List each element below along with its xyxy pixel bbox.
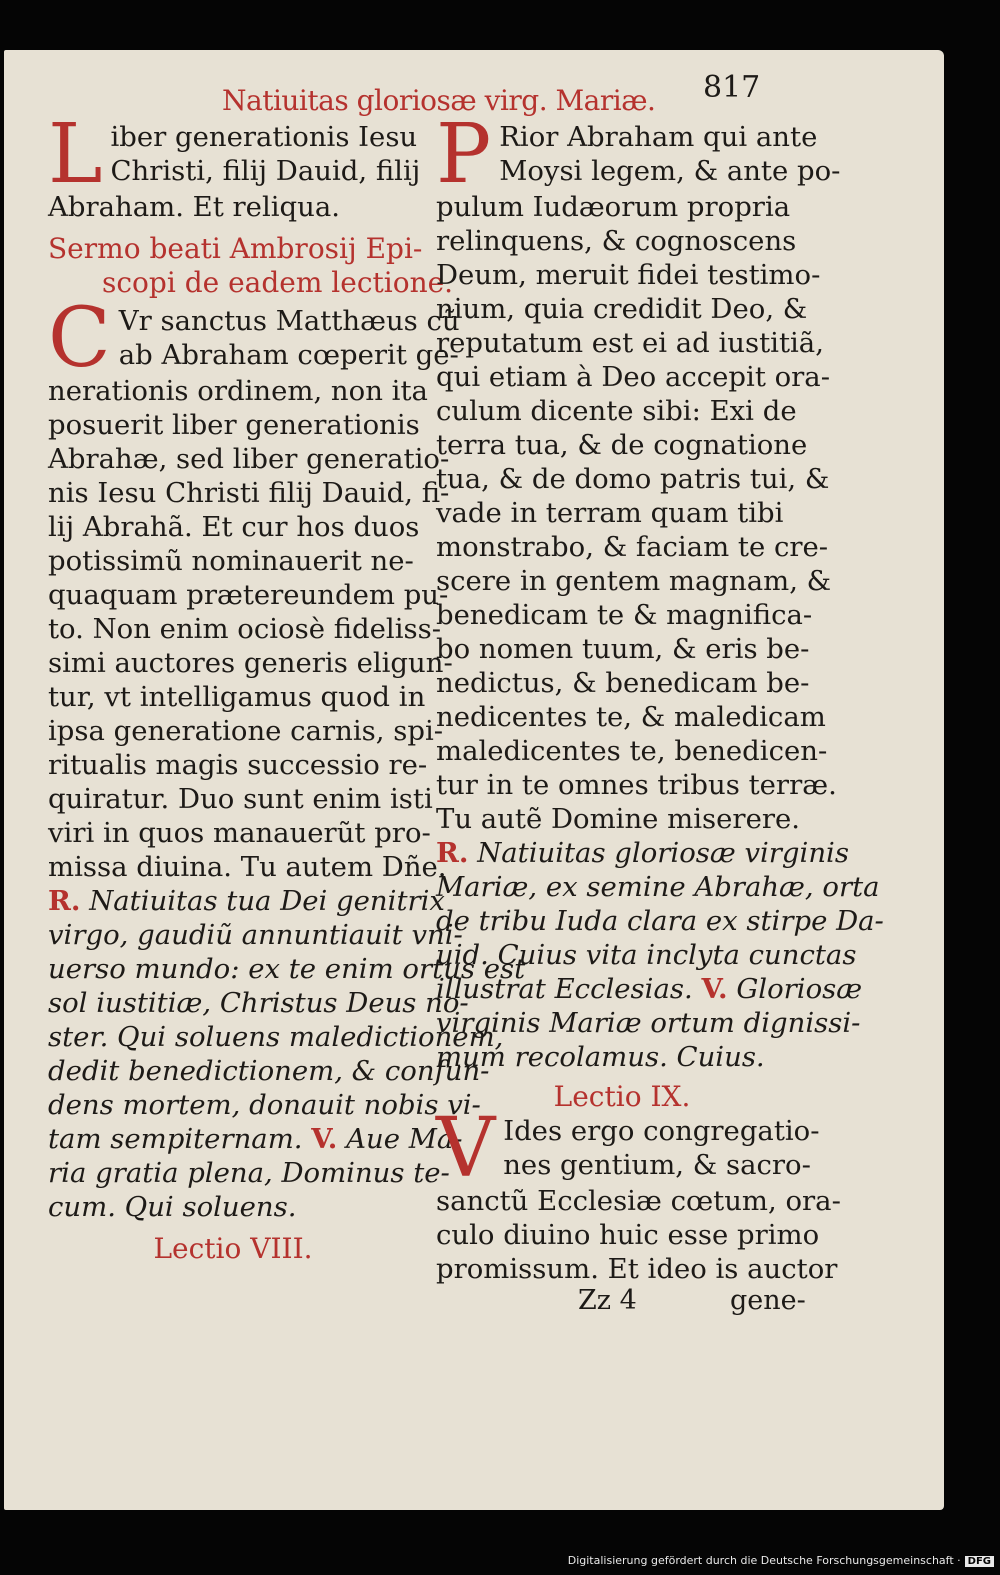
catchword: gene-: [730, 1285, 806, 1316]
text-line: simi auctores generis eligun-: [48, 647, 453, 679]
text-line: posuerit liber generationis: [48, 409, 420, 441]
text-line: mum recolamus. Cuius.: [436, 1041, 765, 1073]
text-line: virginis Mariæ ortum dignissi-: [436, 1007, 861, 1039]
text-line: Abraham. Et reliqua.: [48, 191, 340, 223]
text-line: illustrat Ecclesias.: [436, 973, 693, 1005]
drop-initial: C: [48, 291, 111, 386]
sermon-block: [48, 291, 460, 884]
verse-mark: V.: [701, 973, 728, 1005]
drop-initial: P: [436, 107, 492, 202]
text-line: iber generationis Iesu: [110, 121, 418, 153]
text-line: uid. Cuius vita inclyta cunctas: [436, 939, 857, 971]
text-line: to. Non enim ociosè fideliss-: [48, 613, 442, 645]
text-line: reputatum est ei ad iustitiã,: [436, 327, 824, 359]
text-line: Moysi legem, & ante po-: [499, 155, 841, 187]
text-line: ab Abraham cœperit ge-: [118, 339, 459, 371]
text-line: Abrahæ, sed liber generatio-: [48, 443, 450, 475]
text-line: nedictus, & benedicam be-: [436, 667, 810, 699]
credit-text: Digitalisierung gefördert durch die Deutsche Forschungsgemeinschaft ·: [567, 1554, 961, 1567]
text-line: Natiuitas tua Dei genitrix: [89, 885, 445, 917]
text-line: bo nomen tuum, & eris be-: [436, 633, 810, 665]
text-line: cum. Qui soluens.: [48, 1191, 297, 1223]
text-line: promissum. Et ideo is auctor: [436, 1253, 838, 1285]
sermon-heading: scopi de eadem lectione.: [102, 266, 454, 299]
dfg-logo: DFG: [965, 1556, 994, 1567]
sermon-heading: Sermo beati Ambrosij Epi-: [48, 232, 423, 265]
text-line: missa diuina. Tu autem Dñe.: [48, 851, 447, 883]
text-line: virgo, gaudiũ annuntiauit vni-: [48, 919, 463, 951]
digitization-credit: [568, 1554, 994, 1567]
folio-number: 817: [703, 70, 761, 105]
text-line: nedicentes te, & maledicam: [436, 701, 826, 733]
right-column: [436, 107, 884, 1286]
drop-initial: V: [436, 1101, 496, 1196]
left-column: [48, 107, 526, 1266]
text-line: dedit benedictionem, & confun-: [48, 1055, 490, 1087]
lesson-heading: Lectio IX.: [553, 1080, 691, 1113]
text-line: lij Abrahã. Et cur hos duos: [48, 511, 420, 543]
text-line: sol iustitiæ, Christus Deus no-: [48, 987, 469, 1019]
text-line: Christi, filij Dauid, filij: [110, 155, 421, 187]
text-line: benedicam te & magnifica-: [436, 599, 813, 631]
text-line: sanctũ Ecclesiæ cœtum, ora-: [436, 1185, 841, 1217]
gospel-block: [48, 107, 421, 224]
response-block: [436, 836, 884, 1074]
text-line: Ides ergo congregatio-: [503, 1115, 820, 1147]
text-line: quaquam prætereundem pu-: [48, 579, 449, 611]
text-line: nis Iesu Christi filij Dauid, fi-: [48, 477, 450, 509]
text-line: qui etiam à Deo accepit ora-: [436, 361, 830, 393]
text-line: Tu autẽ Domine miserere.: [436, 803, 801, 835]
text-line: dens mortem, donauit nobis vi-: [48, 1089, 481, 1121]
reading-block: [436, 107, 841, 836]
response-block: [48, 884, 526, 1224]
text-line: Mariæ, ex semine Abrahæ, orta: [436, 871, 880, 903]
text-line: maledicentes te, benedicen-: [436, 735, 828, 767]
text-line: culo diuino huic esse primo: [436, 1219, 820, 1251]
text-line: ster. Qui soluens maledictionem,: [48, 1021, 504, 1053]
text-line: scere in gentem magnam, &: [436, 565, 832, 597]
text-line: terra tua, & de cognatione: [436, 429, 808, 461]
text-line: Deum, meruit fidei testimo-: [436, 259, 821, 291]
text-line: uerso mundo: ex te enim ortus est: [48, 953, 526, 985]
text-line: Natiuitas gloriosæ virginis: [477, 837, 849, 869]
text-line: culum dicente sibi: Exi de: [436, 395, 797, 427]
response-mark: R.: [48, 885, 81, 917]
text-line: nerationis ordinem, non ita: [48, 375, 428, 407]
verse-mark: V.: [311, 1123, 338, 1155]
text-line: Aue Ma-: [346, 1123, 463, 1155]
text-line: nium, quia credidit Deo, &: [436, 293, 808, 325]
text-line: vade in terram quam tibi: [436, 497, 784, 529]
running-title: Natiuitas gloriosæ virg. Mariæ.: [222, 84, 656, 117]
text-line: tur in te omnes tribus terræ.: [436, 769, 837, 801]
lesson-block: [436, 1101, 841, 1286]
text-line: monstrabo, & faciam te cre-: [436, 531, 829, 563]
text-line: tua, & de domo patris tui, &: [436, 463, 830, 495]
text-line: potissimũ nominauerit ne-: [48, 545, 414, 577]
text-line: ritualis magis successio re-: [48, 749, 428, 781]
text-line: ria gratia plena, Dominus te-: [48, 1157, 450, 1189]
text-line: tam sempiternam.: [48, 1123, 303, 1155]
text-line: de tribu Iuda clara ex stirpe Da-: [436, 905, 884, 937]
text-line: relinquens, & cognoscens: [436, 225, 797, 257]
signature-mark: Zz 4: [578, 1285, 637, 1316]
text-line: tur, vt intelligamus quod in: [48, 681, 426, 713]
text-line: Rior Abraham qui ante: [499, 121, 818, 153]
text-line: viri in quos manauerũt pro-: [48, 817, 431, 849]
text-line: quiratur. Duo sunt enim isti: [48, 783, 433, 815]
lesson-heading: Lectio VIII.: [153, 1232, 313, 1265]
text-line: Vr sanctus Matthæus cũ: [118, 305, 460, 337]
text-line: Gloriosæ: [736, 973, 863, 1005]
response-mark: R.: [436, 837, 469, 869]
text-line: nes gentium, & sacro-: [503, 1149, 811, 1181]
drop-initial: L: [48, 107, 103, 202]
text-line: ipsa generatione carnis, spi-: [48, 715, 444, 747]
text-line: pulum Iudæorum propria: [436, 191, 791, 223]
